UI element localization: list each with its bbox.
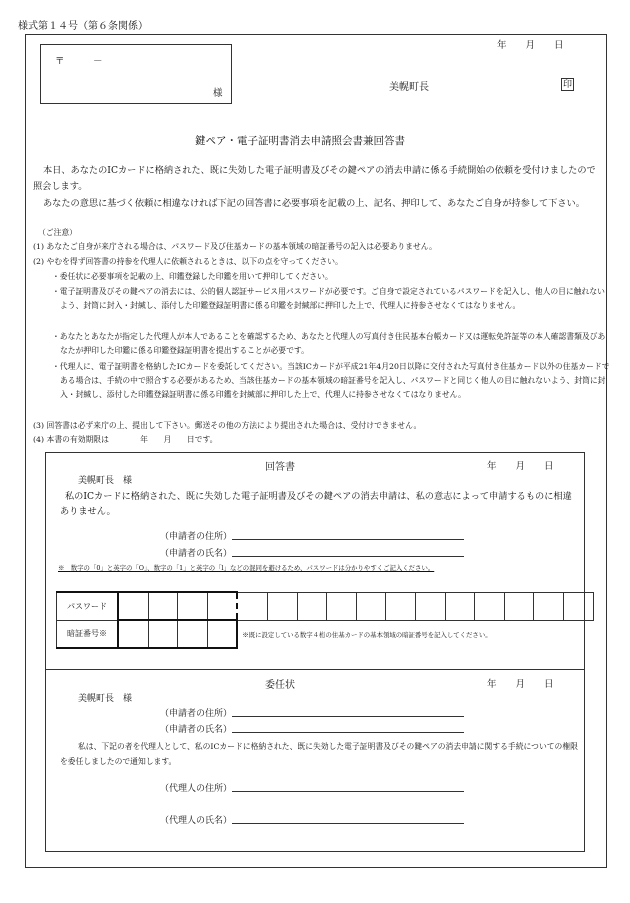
notes-heading: （ご注意） [38, 228, 77, 237]
applicant-address-label: （申請者の住所） [160, 532, 233, 542]
issuer-mayor: 美幌町長 [389, 82, 429, 93]
password-cell[interactable] [415, 592, 445, 620]
password-cell[interactable] [475, 592, 505, 620]
password-pin-grid [56, 591, 594, 649]
proxy-title: 委任状 [265, 680, 295, 691]
password-cell[interactable] [327, 592, 357, 620]
password-cell[interactable] [504, 592, 534, 620]
password-cell[interactable] [267, 592, 297, 620]
password-cell[interactable] [534, 592, 564, 620]
note-4: (4) 本書の有効期限は 年 月 日です。 [33, 435, 218, 444]
body-paragraph-1: 本日、あなたのICカードに格納された、既に失効した電子証明書及びその鍵ペアの消去申請に係る手続開始の依頼を受付けましたので照会します。 [33, 165, 596, 192]
applicant-address-field[interactable] [232, 539, 464, 540]
pin-cell[interactable] [178, 620, 208, 648]
answer-date: 年 月 日 [487, 461, 554, 472]
agent-address-label: （代理人の住所） [160, 784, 233, 794]
pin-cell[interactable] [207, 620, 237, 648]
pin-note: ※既に設定している数字４桁の住基カードの基本領域の暗証番号を記入してください。 [242, 630, 492, 639]
note-2-b: ・電子証明書及びその鍵ペアの消去には、公的個人認証サービス用パスワードが必要です。ご自身で設定されているパスワードを記入し、他人の目に触れないよう、封筒に封入・封緘し、添付した印鑑登録証明書に係る印鑑を封緘部に押印した上で、代理人に持参させなくてはなりません。 [52, 287, 605, 310]
password-cell[interactable] [445, 592, 475, 620]
password-cell[interactable] [148, 592, 178, 620]
applicant-name-field[interactable] [232, 556, 464, 557]
agent-name-field[interactable] [232, 823, 464, 824]
password-cell[interactable] [386, 592, 416, 620]
answer-addressee: 美幌町長 様 [78, 476, 133, 486]
answer-statement: 私のICカードに格納された、既に失効した電子証明書及びその鍵ペアの消去申請は、私の意志によって申請するものに相違ありません。 [60, 491, 572, 517]
proxy-applicant-name-label: （申請者の氏名） [160, 725, 233, 735]
password-caution: ※ 数字の「0」と英字の「O」、数字の「1」と英字の「l」などの混同を避けるため、パスワードは分かりやすくご記入ください。 [58, 564, 435, 572]
note-1: (1) あなたご自身が来庁される場合は、パスワード及び住基カードの基本領域の暗証番号の記入は必要ありません。 [33, 242, 437, 251]
password-cell[interactable] [356, 592, 386, 620]
seal-mark: 印 [562, 80, 572, 90]
address-box [40, 44, 232, 104]
pin-cell[interactable] [118, 620, 148, 648]
password-label: パスワード [57, 592, 119, 620]
password-cell[interactable] [118, 592, 148, 620]
proxy-statement: 私は、下記の者を代理人として、私のICカードに格納された、既に失効した電子証明書及びその鍵ペアの消去申請に関する手続についての権限を委任しましたので通知します。 [60, 742, 578, 766]
password-cell[interactable] [207, 592, 237, 620]
password-cell[interactable] [178, 592, 208, 620]
proxy-applicant-address-field[interactable] [232, 716, 464, 717]
password-cell[interactable] [237, 592, 267, 620]
proxy-addressee: 美幌町長 様 [78, 694, 133, 704]
postal-mark: 〒 － [55, 56, 103, 67]
proxy-applicant-address-label: （申請者の住所） [160, 709, 233, 719]
agent-address-field[interactable] [232, 791, 464, 792]
body-paragraph-2: あなたの意思に基づく依頼に相違なければ下記の回答書に必要事項を記載の上、記名、押印して、あなたご自身が持参して下さい。 [43, 198, 585, 209]
form-number: 様式第１４号（第６条関係） [18, 21, 148, 32]
page-title: 鍵ペア・電子証明書消去申請照会書兼回答書 [195, 135, 405, 147]
note-2-c: ・あなたとあなたが指定した代理人が本人であることを確認するため、あなたと代理人の写真付き住民基本台帳カード又は運転免許証等の本人確認書類及びあなたが押印した印鑑に係る印鑑登録証明書を提出することが必要です。 [52, 332, 606, 355]
proxy-date: 年 月 日 [487, 679, 554, 690]
issue-date: 年 月 日 [497, 40, 564, 51]
password-cell[interactable] [297, 592, 327, 620]
addressee-sama: 様 [213, 88, 223, 99]
answer-title: 回答書 [265, 462, 295, 473]
pin-label: 暗証番号※ [57, 620, 119, 648]
note-2-a: ・委任状に必要事項を記載の上、印鑑登録した印鑑を用いて押印してください。 [52, 272, 333, 281]
applicant-name-label: （申請者の氏名） [160, 549, 233, 559]
pin-cell[interactable] [148, 620, 178, 648]
note-2-d: ・代理人に、電子証明書を格納したICカードを委託してください。当該ICカードが平成21年4月20日以降に交付された写真付き住基カード以外の住基カードである場合は、手続の中で照合する必要があるため、当該住基カードの基本領域の暗証番号を記入し、パスワードと同じく他人の目に触れないよう、封筒に封入・封緘し、添付した印鑑登録証明書に係る印鑑を封緘部に押印した上で、代理人に持参させなくてはなりません。 [52, 362, 610, 399]
agent-name-label: （代理人の氏名） [160, 816, 233, 826]
proxy-applicant-name-field[interactable] [232, 732, 464, 733]
password-cell[interactable] [563, 592, 593, 620]
note-2: (2) やむを得ず回答書の持参を代理人に依頼されるときは、以下の点を守ってください。 [33, 257, 343, 266]
note-3: (3) 回答書は必ず来庁の上、提出して下さい。郵送その他の方法により提出された場合は、受付けできません。 [33, 421, 422, 430]
